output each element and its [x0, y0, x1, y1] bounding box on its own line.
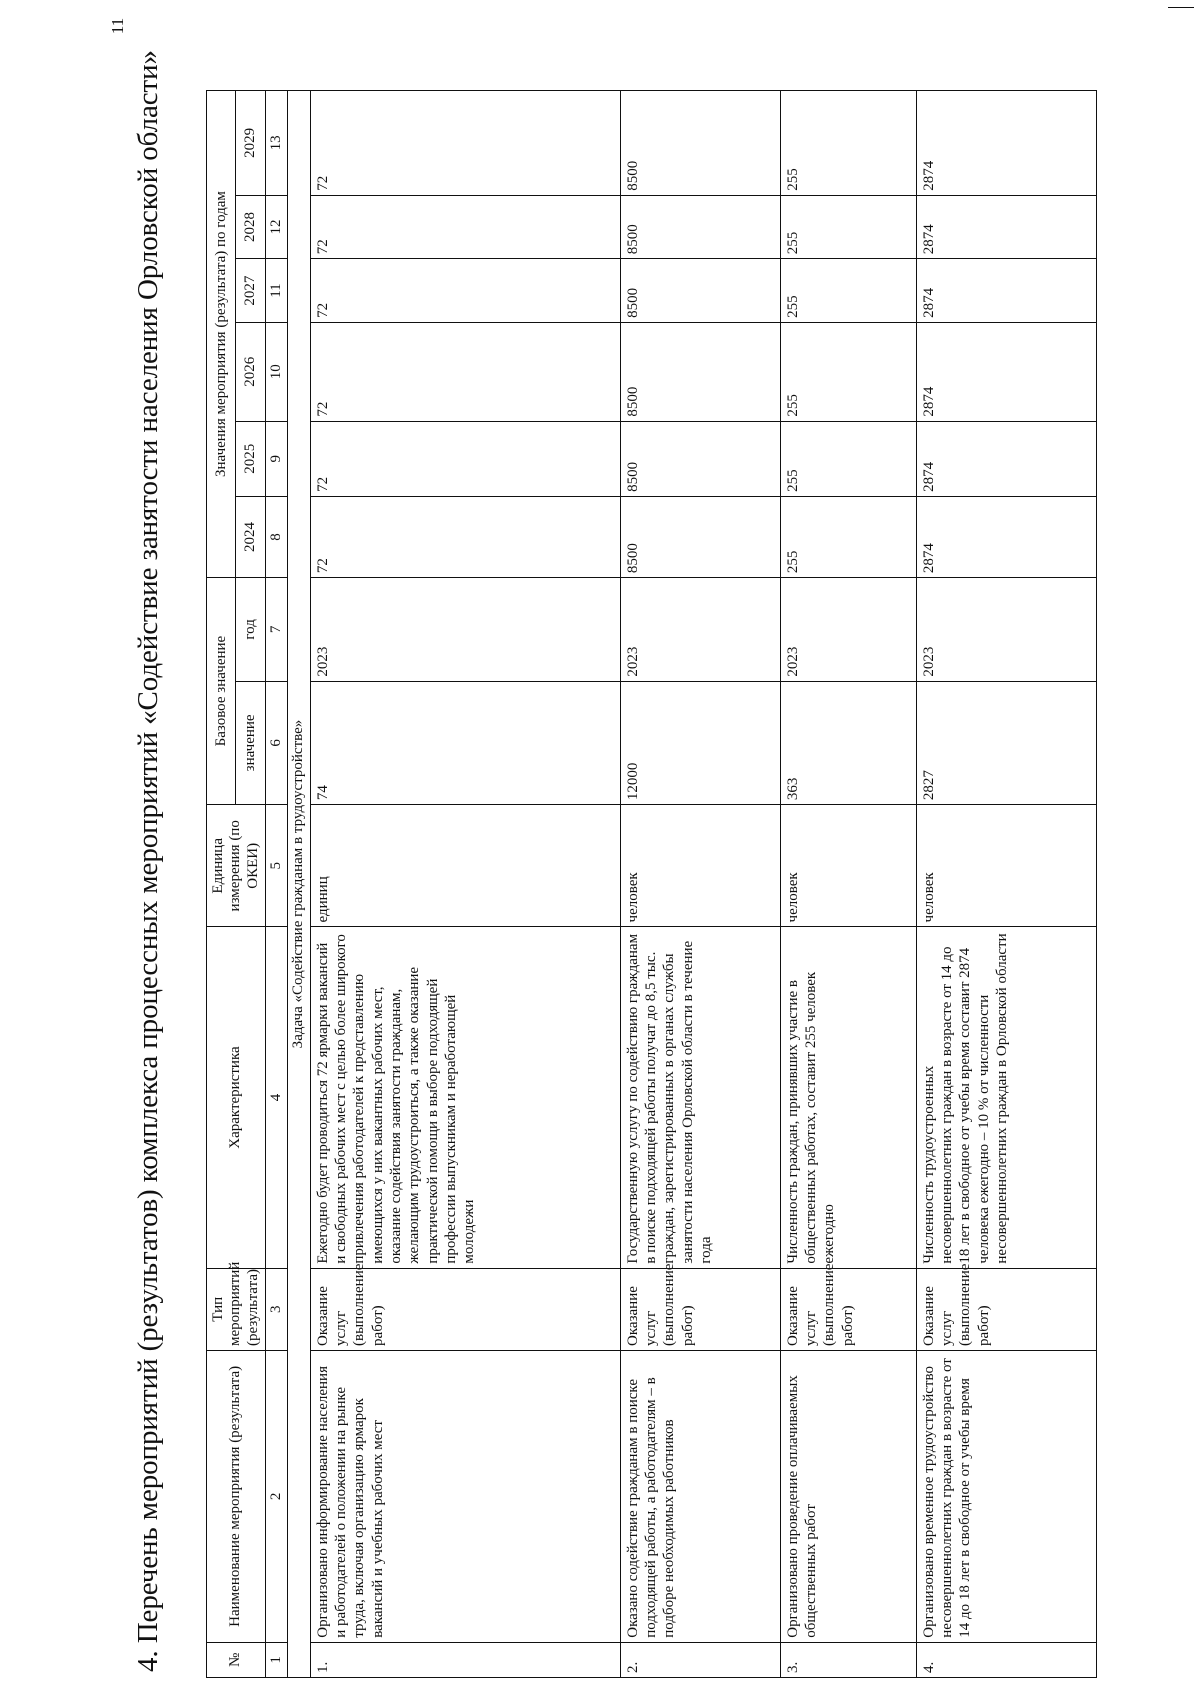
- row-value-2025: 72: [310, 421, 620, 496]
- column-number: 10: [265, 322, 287, 421]
- header-characteristic: Характеристика: [207, 927, 266, 1268]
- row-no: 3.: [780, 1642, 916, 1677]
- row-name: Организовано проведение оплачиваемых общественных работ: [780, 1350, 916, 1642]
- row-base-year: 2023: [916, 578, 1096, 682]
- header-values-by-year: Значения мероприятия (результата) по годам: [207, 91, 236, 578]
- header-year-2028: 2028: [236, 195, 265, 259]
- row-characteristic: Численность трудоустроенных несовершеннолетних граждан в возрасте от 14 до 18 лет в свободное от учебы время составит 2874 человека ежегодно – 10 % от численности несовершеннолетних граждан в Орловской области: [916, 927, 1096, 1268]
- measures-table: [206, 90, 1097, 1678]
- row-value-2029: 255: [780, 91, 916, 196]
- header-base-year: год: [236, 578, 265, 682]
- row-value-2029: 8500: [620, 91, 780, 196]
- header-no: №: [207, 1642, 266, 1677]
- row-characteristic: Численность граждан, принявших участие в общественных работах, составит 255 человек ежегодно: [780, 927, 916, 1268]
- page-title: 4. Перечень мероприятий (результатов) комплекса процессных мероприятий «Содействие занятости населения Орловской области»: [132, 50, 164, 1672]
- column-number-row: [265, 91, 287, 1678]
- row-base-year: 2023: [780, 578, 916, 682]
- table-row: [780, 91, 916, 1678]
- header-year-2024: 2024: [236, 496, 265, 577]
- row-value-2024: 2874: [916, 496, 1096, 577]
- row-value-2026: 8500: [620, 322, 780, 421]
- column-number: 13: [265, 91, 287, 196]
- row-base-value: 2827: [916, 681, 1096, 805]
- column-number: 2: [265, 1350, 287, 1642]
- row-characteristic: Государственную услугу по содействию гражданам в поиске подходящей работы получат до 8,5 тыс. граждан, зарегистрированных в органах службы занятости населения Орловской области в течение года: [620, 927, 780, 1268]
- table-row: [310, 91, 620, 1678]
- task-title: Задача «Содействие гражданам в трудоустройстве»: [287, 91, 310, 1678]
- header-row-1: [207, 91, 236, 1678]
- column-number: 5: [265, 805, 287, 927]
- row-base-value: 74: [310, 681, 620, 805]
- row-value-2024: 8500: [620, 496, 780, 577]
- page-number: 11: [108, 17, 127, 35]
- margin-mark: [1168, 7, 1194, 8]
- column-number: 11: [265, 259, 287, 323]
- row-value-2027: 2874: [916, 259, 1096, 323]
- row-unit: человек: [916, 805, 1096, 927]
- row-base-value: 12000: [620, 681, 780, 805]
- row-name: Оказано содействие гражданам в поиске подходящей работы, а работодателям – в подборе необходимых работников: [620, 1350, 780, 1642]
- row-unit: человек: [620, 805, 780, 927]
- row-characteristic: Ежегодно будет проводиться 72 ярмарки вакансий и свободных рабочих мест с целью более широкого привлечения работодателей к представлению имеющихся у них вакантных рабочих мест, оказание содействия занятости гражданам, желающим трудоустроиться, а также оказание практической помощи в выборе подходящей профессии выпускникам и неработающей молодежи: [310, 927, 620, 1268]
- column-number: 12: [265, 195, 287, 259]
- row-value-2028: 72: [310, 195, 620, 259]
- table-row: [916, 91, 1096, 1678]
- column-number: 9: [265, 421, 287, 496]
- row-value-2026: 2874: [916, 322, 1096, 421]
- row-no: 4.: [916, 1642, 1096, 1677]
- column-number: 7: [265, 578, 287, 682]
- row-value-2024: 72: [310, 496, 620, 577]
- row-value-2026: 255: [780, 322, 916, 421]
- row-value-2028: 8500: [620, 195, 780, 259]
- row-value-2027: 72: [310, 259, 620, 323]
- row-value-2029: 72: [310, 91, 620, 196]
- column-number: 6: [265, 681, 287, 805]
- header-unit: Единица измерения (по ОКЕИ): [207, 805, 266, 927]
- row-value-2027: 255: [780, 259, 916, 323]
- column-number: 3: [265, 1268, 287, 1350]
- row-unit: человек: [780, 805, 916, 927]
- task-row: [287, 91, 310, 1678]
- header-year-2029: 2029: [236, 91, 265, 196]
- column-number: 4: [265, 927, 287, 1268]
- row-type: Оказание услуг (выполнение работ): [620, 1268, 780, 1350]
- header-year-2027: 2027: [236, 259, 265, 323]
- row-name: Организовано временное трудоустройство несовершеннолетних граждан в возрасте от 14 до 18 лет в свободное от учебы время: [916, 1350, 1096, 1642]
- row-type: Оказание услуг (выполнение работ): [780, 1268, 916, 1350]
- row-base-year: 2023: [310, 578, 620, 682]
- row-type: Оказание услуг (выполнение работ): [310, 1268, 620, 1350]
- row-base-value: 363: [780, 681, 916, 805]
- row-value-2025: 2874: [916, 421, 1096, 496]
- row-value-2025: 255: [780, 421, 916, 496]
- row-no: 1.: [310, 1642, 620, 1677]
- header-base-value: значение: [236, 681, 265, 805]
- table-row: [620, 91, 780, 1678]
- header-year-2025: 2025: [236, 421, 265, 496]
- row-type: Оказание услуг (выполнение работ): [916, 1268, 1096, 1350]
- row-name: Организовано информирование населения и работодателей о положении на рынке труда, включая организацию ярмарок вакансий и учебных рабочих мест: [310, 1350, 620, 1642]
- row-value-2027: 8500: [620, 259, 780, 323]
- row-value-2028: 255: [780, 195, 916, 259]
- row-value-2026: 72: [310, 322, 620, 421]
- header-name: Наименование мероприятия (результата): [207, 1350, 266, 1642]
- header-base: Базовое значение: [207, 578, 236, 805]
- row-value-2024: 255: [780, 496, 916, 577]
- row-base-year: 2023: [620, 578, 780, 682]
- header-year-2026: 2026: [236, 322, 265, 421]
- row-value-2025: 8500: [620, 421, 780, 496]
- row-value-2029: 2874: [916, 91, 1096, 196]
- column-number: 8: [265, 496, 287, 577]
- column-number: 1: [265, 1642, 287, 1677]
- row-no: 2.: [620, 1642, 780, 1677]
- row-unit: единиц: [310, 805, 620, 927]
- row-value-2028: 2874: [916, 195, 1096, 259]
- header-type: Тип мероприятий (результата): [207, 1268, 266, 1350]
